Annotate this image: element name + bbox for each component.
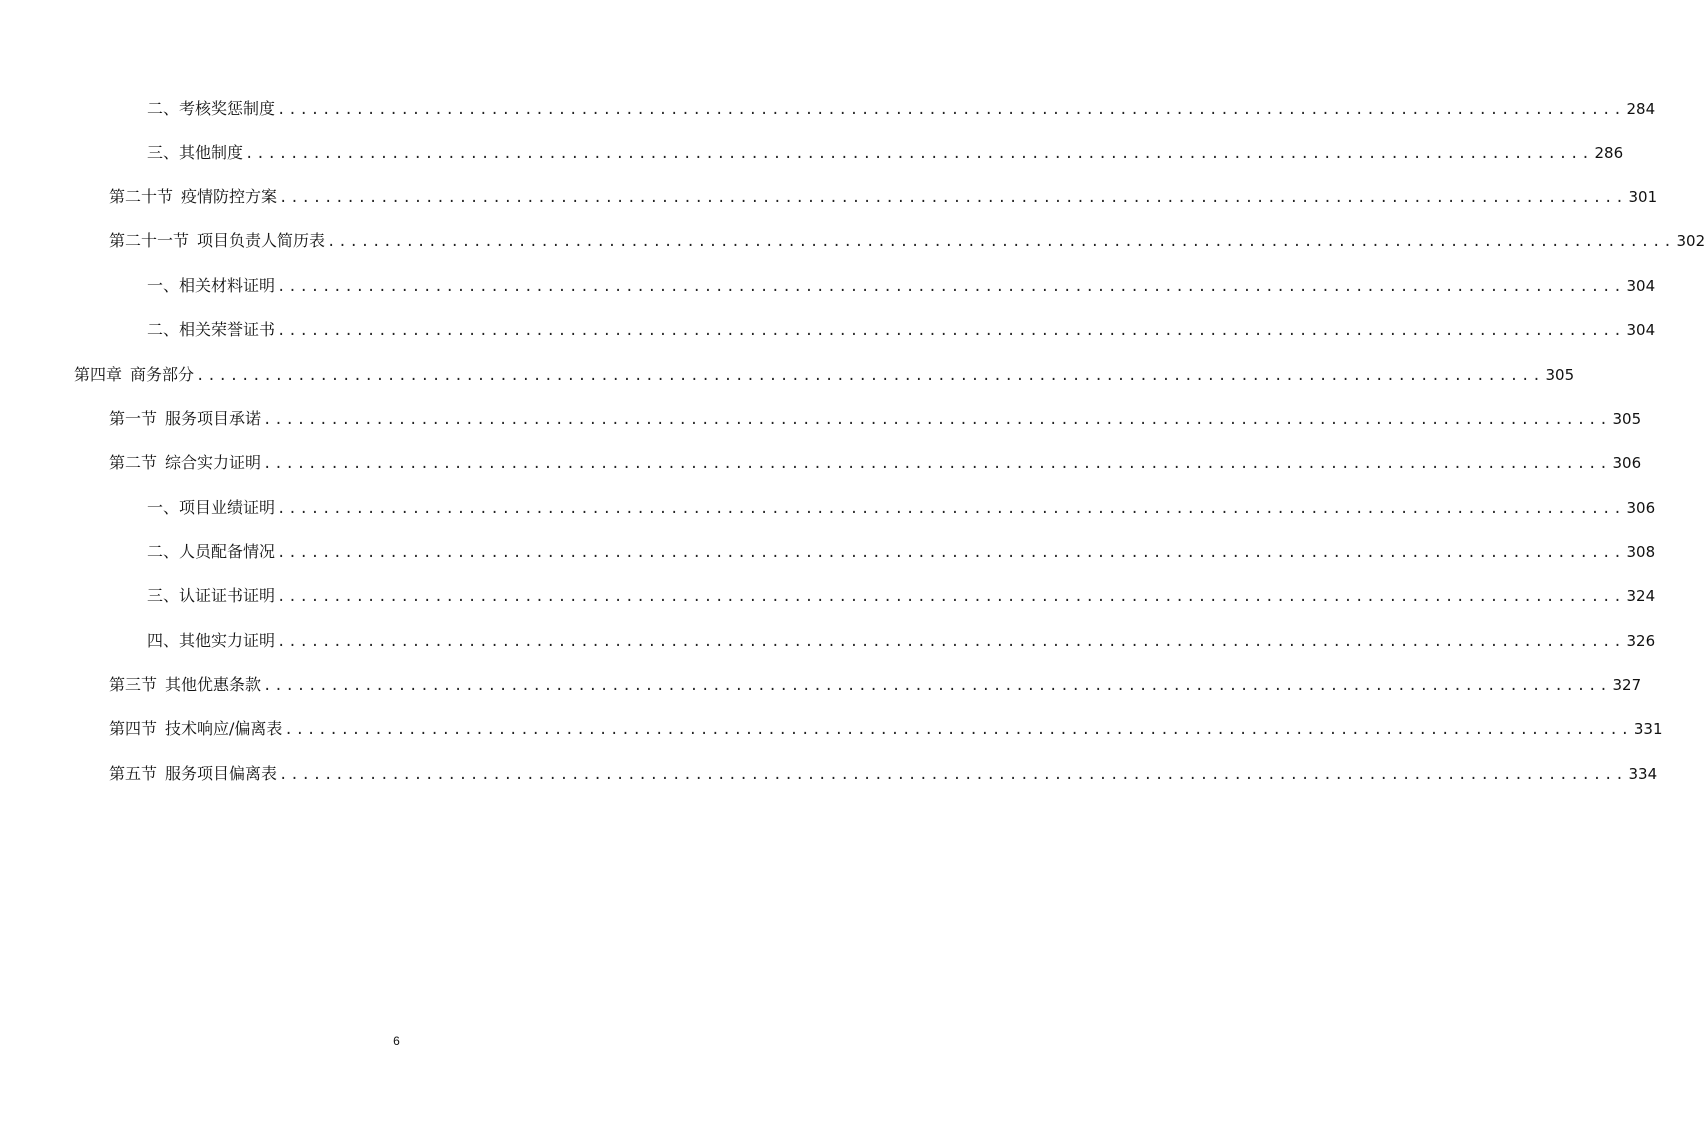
toc-entry-title: 人员配备情况	[179, 542, 276, 561]
toc-entry-title: 综合实力证明	[165, 453, 262, 472]
toc-entry[interactable]	[147, 540, 1656, 564]
toc-entry-page: 306	[1612, 454, 1642, 472]
toc-entry-page: 286	[1594, 144, 1624, 162]
toc-entry-number: 第三节	[109, 675, 158, 694]
toc-entry[interactable]	[109, 185, 1658, 209]
toc-dot-leader: ........................................................................................................................	[277, 323, 1625, 339]
toc-entry-title: 其他优惠条款	[165, 675, 262, 694]
toc-dot-leader: ........................................................................................................................	[263, 412, 1611, 428]
toc-entry-title: 疫情防控方案	[181, 187, 278, 206]
toc-entry-page: 331	[1633, 720, 1663, 738]
toc-entry-number: 三、	[147, 586, 180, 605]
toc-entry-page: 301	[1628, 188, 1658, 206]
toc-entry[interactable]	[109, 407, 1642, 431]
toc-dot-leader: ........................................................................................................................	[277, 279, 1625, 295]
toc-dot-leader: ........................................................................................................................	[277, 545, 1625, 561]
toc-entry-page: 304	[1626, 277, 1656, 295]
toc-dot-leader: ........................................................................................................................	[277, 501, 1625, 517]
toc-dot-leader: ........................................................................................................................	[196, 368, 1544, 384]
toc-entry-title: 其他制度	[179, 143, 244, 162]
toc-entry-title: 认证证书证明	[179, 586, 276, 605]
toc-entry-page: 305	[1545, 366, 1575, 384]
toc-dot-leader: ........................................................................................................................	[279, 767, 1627, 783]
toc-entry[interactable]	[147, 629, 1656, 653]
toc-entry-number: 第二节	[109, 453, 158, 472]
toc-entry-number: 第五节	[109, 764, 158, 783]
toc-entry-number: 二、	[147, 542, 180, 561]
toc-entry-title: 商务部分	[130, 365, 195, 384]
toc-entry-page: 326	[1626, 632, 1656, 650]
toc-dot-leader: ........................................................................................................................	[327, 234, 1675, 250]
toc-entry[interactable]	[147, 97, 1656, 121]
toc-entry-page: 305	[1612, 410, 1642, 428]
toc-entry-title: 其他实力证明	[179, 631, 276, 650]
toc-entry-number: 一、	[147, 498, 180, 517]
toc-entry-number: 第一节	[109, 409, 158, 428]
toc-entry[interactable]	[147, 274, 1656, 298]
toc-entry-page: 334	[1628, 765, 1658, 783]
toc-entry-page: 284	[1626, 100, 1656, 118]
toc-entry-number: 第四章	[74, 365, 123, 384]
toc-entry-page: 304	[1626, 321, 1656, 339]
toc-entry-title: 相关荣誉证书	[179, 320, 276, 339]
toc-dot-leader: ........................................................................................................................	[245, 146, 1593, 162]
toc-entry-number: 第二十一节	[109, 231, 190, 250]
toc-entry-page: 302	[1676, 232, 1705, 250]
toc-entry-page: 324	[1626, 587, 1656, 605]
toc-dot-leader: ........................................................................................................................	[277, 589, 1625, 605]
toc-entry-title: 相关材料证明	[179, 276, 276, 295]
toc-entry-number: 一、	[147, 276, 180, 295]
toc-entry-number: 四、	[147, 631, 180, 650]
toc-entry-title: 项目负责人简历表	[197, 231, 326, 250]
toc-entry[interactable]	[109, 673, 1642, 697]
toc-entry-title: 项目业绩证明	[179, 498, 276, 517]
toc-entry[interactable]	[147, 141, 1624, 165]
toc-entry-number: 三、	[147, 143, 180, 162]
toc-dot-leader: ........................................................................................................................	[284, 722, 1632, 738]
toc-dot-leader: ........................................................................................................................	[277, 634, 1625, 650]
toc-entry-title: 服务项目偏离表	[165, 764, 278, 783]
page-number: 6	[393, 1034, 400, 1048]
toc-entry[interactable]	[109, 229, 1705, 253]
toc-dot-leader: ........................................................................................................................	[263, 678, 1611, 694]
toc-dot-leader: ........................................................................................................................	[263, 456, 1611, 472]
toc-dot-leader: ........................................................................................................................	[279, 190, 1627, 206]
toc-entry[interactable]	[74, 363, 1575, 387]
toc-entry-title: 考核奖惩制度	[179, 99, 276, 118]
toc-entry[interactable]	[147, 318, 1656, 342]
toc-entry[interactable]	[109, 451, 1642, 475]
toc-entry-number: 第二十节	[109, 187, 174, 206]
toc-dot-leader: ........................................................................................................................	[277, 102, 1625, 118]
toc-entry-number: 二、	[147, 99, 180, 118]
toc-entry-number: 第四节	[109, 719, 158, 738]
toc-entry-page: 308	[1626, 543, 1656, 561]
toc-entry-title: 服务项目承诺	[165, 409, 262, 428]
toc-entry-page: 327	[1612, 676, 1642, 694]
toc-entry[interactable]	[109, 717, 1663, 741]
toc-entry[interactable]	[147, 496, 1656, 520]
toc-entry-page: 306	[1626, 499, 1656, 517]
toc-entry[interactable]	[109, 762, 1658, 786]
toc-entry-title: 技术响应/偏离表	[165, 719, 283, 738]
toc-entry[interactable]	[147, 584, 1656, 608]
toc-entry-number: 二、	[147, 320, 180, 339]
